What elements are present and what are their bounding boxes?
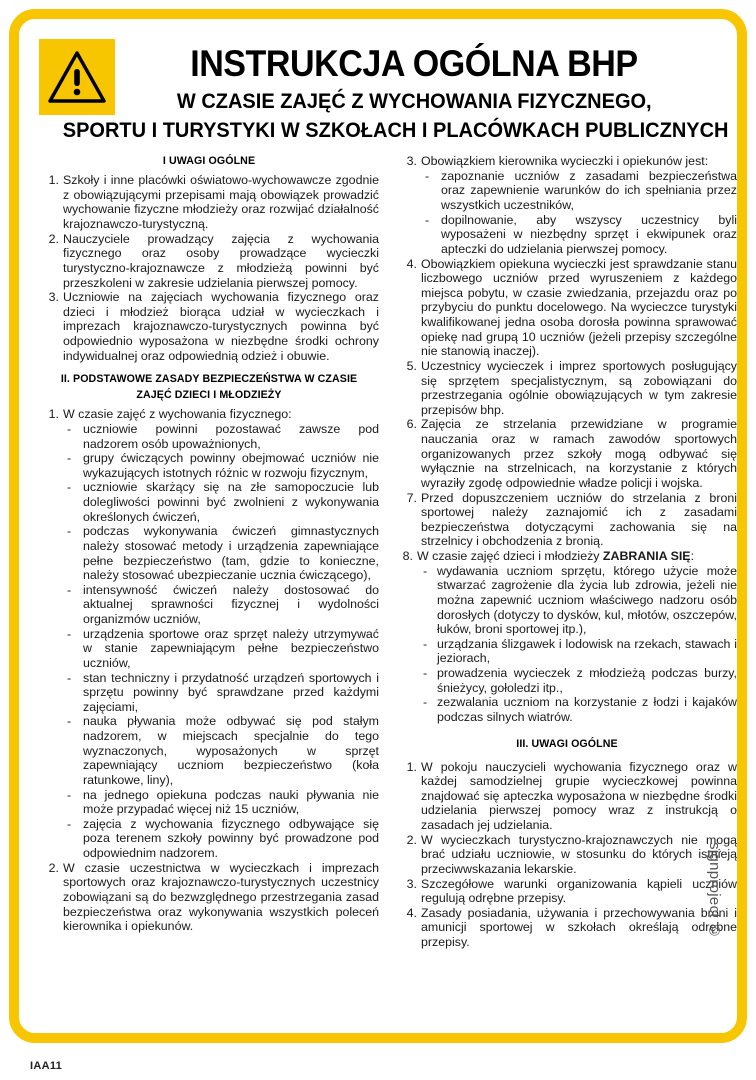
item-8-sublist bbox=[417, 564, 737, 725]
item-8-intro-after: : bbox=[690, 549, 695, 564]
poster-content bbox=[39, 39, 737, 1015]
poster-header bbox=[39, 39, 729, 143]
list-item bbox=[39, 407, 379, 860]
sub-list-item: - zezwalania uczniom na korzystanie z łodzi i kajaków podczas silnych wiatrów. bbox=[417, 695, 737, 724]
section-1-heading: I UWAGI OGÓLNE bbox=[162, 155, 256, 168]
section-2-list bbox=[39, 407, 379, 934]
list-item-intro: Obowiązkiem kierownika wycieczki i opiekunów jest: bbox=[421, 154, 709, 169]
list-item: Nauczyciele prowadzący zajęcia z wychowania fizycznego oraz osoby prowadzące wycieczki turystyczno-krajoznawcze z młodzieżą powinni być przeszkoleni w zakresie udzielania pierwszej pomocy. bbox=[63, 231, 379, 290]
list-item: Szczegółowe warunki organizowania kąpieli uczniów regulują odrębne przepisy. bbox=[421, 876, 737, 906]
left-column bbox=[39, 154, 379, 950]
list-item: W wycieczkach turystyczno-krajoznawczych nie mogą brać udziału uczniowie, w stosunku do których istnieją przeciwwskazania lekarskie. bbox=[421, 832, 737, 876]
list-item: Zasady posiadania, używania i przechowywania broni i amunicji sportowej w szkołach określają odrębne przepisy. bbox=[421, 905, 737, 950]
list-item: Uczniowie na zajęciach wychowania fizycznego oraz dzieci i młodzież biorąca udział w wycieczkach i imprezach krajoznawczo-turystycznych powinna być odpowiednio wyposażona w niezbędne środki ochrony indywidualnej oraz odpowiednią odzież i obuwie. bbox=[63, 290, 379, 363]
list-item: Przed dopuszczeniem uczniów do strzelania z broni sportowej należy zaznajomić ich z zasadami bezpieczeństwa dotyczącymi zachowania się na strzelnicy i obchodzenia z bronią. bbox=[421, 490, 737, 549]
two-column-body bbox=[39, 154, 737, 950]
sub-list-item: - wydawania uczniom sprzętu, którego użycie może stwarzać zagrożenie dla życia lub zdrowia, jeżeli nie można zapewnić uczniom właściwego nadzoru osób dorosłych (dotyczy to dysków, kul, młotów, oszczepów, łuków, broni sportowej itp.), bbox=[417, 564, 737, 637]
list-item: W pokoju nauczycieli wychowania fizycznego oraz w każdej samodzielnej grupie wycieczkowej powinna znajdować się apteczka wyposażona w niezbędne środki udzielania pierwszej pomocy wraz z instrukcją o zasadach jej udzielania. bbox=[421, 759, 737, 833]
section-2-heading-line2: ZAJĘĆ DZIECI I MŁODZIEŻY bbox=[136, 389, 282, 402]
sub-list-item: - zajęcia z wychowania fizycznego odbywające się poza terenem szkoły powinny być prowadzone pod odpowiednim nadzorem. bbox=[63, 817, 379, 861]
list-item: Szkoły i inne placówki oświatowo-wychowawcze zgodnie z obowiązującymi przepisami mają obowiązek prowadzić wychowanie fizyczne młodzieży oraz rozwijać działalność krajoznawczo-turystyczną. bbox=[63, 173, 379, 232]
sub-list-item: - uczniowie skarżący się na złe samopoczucie lub dolegliwości powinni być zwolnieni z wykonywania określonych ćwiczeń, bbox=[63, 480, 379, 524]
sub-list-item: - prowadzenia wycieczek z młodzieżą podczas burzy, śnieżycy, gołoledzi itp., bbox=[417, 666, 737, 695]
list-item: Uczestnicy wycieczek i imprez sportowych posługujący się sprzętem specjalistycznym, są zobowiązani do przestrzegania ogólnie obowiązujących w tym zakresie przepisów bhp. bbox=[421, 358, 737, 417]
section-1-list bbox=[39, 173, 379, 363]
list-item: Zajęcia ze strzelania przewidziane w programie nauczania oraz w ramach zawodów sportowych organizowanych przez szkoły mogą odbywać się wyłącznie na strzelnicach, na korzystanie z których wyraziły zgodę odpowiednie władze policji i wojska. bbox=[421, 417, 737, 490]
sub-list-item: - na jednego opiekuna podczas nauki pływania nie może przypadać więcej niż 15 uczniów, bbox=[63, 788, 379, 817]
sub-list-item: - grupy ćwiczących powinny obejmować uczniów nie wykazujących istotnych różnic w rozwoju fizycznym, bbox=[63, 451, 379, 480]
section-3-heading: III. UWAGI OGÓLNE bbox=[516, 737, 618, 750]
page-subtitle-line2: SPORTU I TURYSTYKI W SZKOŁACH I PLACÓWKACH PUBLICZNYCH bbox=[62, 118, 729, 143]
list-item bbox=[397, 154, 737, 256]
sub-list-item: - dopilnowanie, aby wszyscy uczestnicy byli wyposażeni w niezbędny sprzęt i ekwipunek oraz apteczki do udzielania pierwszej pomocy. bbox=[421, 213, 737, 257]
section-3-list bbox=[397, 760, 737, 950]
sub-list-item: - intensywność ćwiczeń należy dostosować do aktualnej sprawności fizycznej i wydolności organizmów uczniów, bbox=[63, 583, 379, 627]
item-8-intro-before: W czasie zajęć dzieci i młodzieży bbox=[417, 549, 603, 564]
list-item: Obowiązkiem opiekuna wycieczki jest sprawdzanie stanu liczbowego uczniów przed wyruszeniem z każdego miejsca pobytu, w czasie zwiedzania, przejazdu oraz po przybyciu do punktu docelowego. Na wycieczce turystyki kwalifikowanej jedna osoba dorosła powinna sprawować opiekę nad grupą 10 uczniów (jeżeli przepisy szczególne nie stanowią inaczej). bbox=[421, 256, 737, 359]
sub-list-item: - uczniowie powinni pozostawać zawsze pod nadzorem osób upoważnionych, bbox=[63, 422, 379, 451]
sub-list-item: - urządzania ślizgawek i lodowisk na rzekach, stawach i jeziorach, bbox=[417, 637, 737, 666]
section-2-heading-line1: II. PODSTAWOWE ZASADY BEZPIECZEŃSTWA W CZASIE bbox=[60, 373, 358, 386]
right-column bbox=[397, 154, 737, 950]
sub-list-item: - zapoznanie uczniów z zasadami bezpieczeństwa oraz zapewnienie warunków do ich spełniania przez wszystkich uczestników, bbox=[421, 169, 737, 213]
yellow-frame bbox=[9, 9, 747, 1043]
page-subtitle-line1: W CZASIE ZAJĘĆ Z WYCHOWANIA FIZYCZNEGO, bbox=[176, 89, 652, 113]
section-2-sublist bbox=[63, 422, 379, 861]
list-item: W czasie uczestnictwa w wycieczkach i imprezach sportowych oraz krajoznawczo-turystycznych uczestnicy zobowiązani są do bezwzględnego przestrzegania zasad bezpieczeństwa oraz wykonywania wszystkich poleceń kierownika i opiekunów. bbox=[63, 860, 379, 934]
page-title: INSTRUKCJA OGÓLNA BHP bbox=[190, 43, 638, 84]
sub-list-item: - podczas wykonywania ćwiczeń gimnastycznych należy stosować metody i urządzenia zapewniające pełne bezpieczeństwo (tam, gdzie to konieczne, należy stosować ubezpieczanie ucznia ćwiczącego), bbox=[63, 524, 379, 583]
section-2-continued-list bbox=[397, 154, 737, 724]
item-8-prohibition-label: ZABRANIA SIĘ bbox=[602, 549, 691, 564]
sub-list-item: - stan techniczny i przydatność urządzeń sportowych i sprzętu powinny być sprawdzane przed każdymi zajęciami, bbox=[63, 671, 379, 715]
list-item-intro: W czasie zajęć z wychowania fizycznego: bbox=[63, 407, 292, 422]
product-code: IAA11 bbox=[30, 1060, 63, 1072]
sub-list-item: - nauka pływania może odbywać się pod stałym nadzorem, w miejscach specjalnie do tego wyznaczonych, wyposażonych w sprzęt zapewniający uczniom bezpieczeństwo (koła ratunkowe, liny), bbox=[63, 714, 379, 787]
sub-list-item: - urządzenia sportowe oraz sprzęt należy utrzymywać w stanie zapewniającym pełne bezpieczeństwo uczniów, bbox=[63, 627, 379, 671]
signproject-watermark: signproject © bbox=[706, 842, 723, 940]
item-3-sublist bbox=[421, 169, 737, 257]
list-item bbox=[397, 549, 737, 725]
